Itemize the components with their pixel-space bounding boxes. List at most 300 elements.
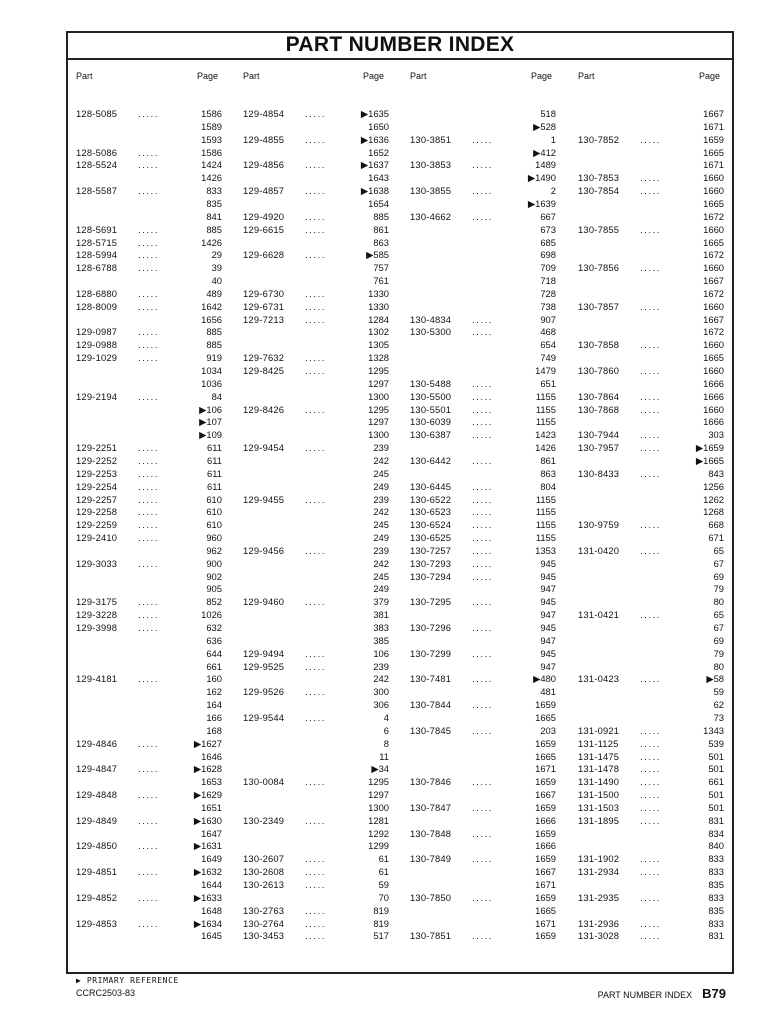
column-header-part-2: Part [243, 71, 260, 81]
index-row [243, 917, 389, 930]
leader-dots: ..... [305, 853, 327, 865]
page-reference: 62 [713, 699, 724, 711]
leader-dots: ..... [472, 930, 494, 942]
part-number: 129-4855 [243, 133, 285, 145]
index-row [578, 403, 724, 416]
index-row [76, 608, 222, 621]
index-row [578, 762, 724, 775]
page-reference: 1659 [535, 737, 556, 749]
page-reference: 381 [373, 609, 389, 621]
page-reference: ▶1628 [193, 763, 222, 775]
index-row [410, 403, 556, 416]
page-title: PART NUMBER INDEX [285, 33, 515, 56]
page-reference: 79 [713, 647, 724, 659]
index-row [243, 338, 389, 351]
page-reference: 667 [540, 210, 556, 222]
page-reference: 1589 [201, 120, 222, 132]
index-row [578, 839, 724, 852]
index-row [578, 171, 724, 184]
part-number: 130-2613 [243, 879, 285, 890]
index-row [243, 621, 389, 634]
index-row [578, 582, 724, 595]
index-row [578, 595, 724, 608]
part-number: 130-7860 [578, 365, 620, 376]
page-reference: 1659 [535, 776, 556, 788]
index-row [578, 325, 724, 338]
page-reference: 1660 [703, 339, 724, 351]
part-number: 129-0987 [76, 326, 118, 338]
index-row [243, 827, 389, 840]
page-reference: 1330 [368, 287, 389, 299]
part-number: 130-6445 [410, 480, 452, 492]
index-row [410, 788, 556, 801]
page-reference: 501 [708, 763, 724, 775]
index-row [578, 390, 724, 403]
index-row [243, 158, 389, 171]
page-reference: 1343 [703, 724, 724, 736]
leader-dots: ..... [138, 917, 160, 929]
index-row [243, 839, 389, 852]
page-reference: 1665 [703, 352, 724, 364]
index-row [243, 647, 389, 660]
page-reference: 1660 [703, 403, 724, 415]
leader-dots: ..... [305, 210, 327, 222]
part-number: 129-9526 [243, 686, 285, 698]
page-reference: 945 [540, 557, 556, 569]
leader-dots: ..... [472, 801, 494, 813]
page-reference: 1659 [535, 699, 556, 711]
leader-dots: ..... [138, 622, 160, 633]
index-row [76, 313, 222, 326]
index-row [76, 750, 222, 763]
part-number: 131-3028 [578, 930, 620, 942]
index-row [578, 634, 724, 647]
page-reference: 661 [206, 660, 222, 672]
page-reference: ▶1638 [360, 185, 389, 197]
page-reference: 1650 [368, 120, 389, 132]
part-number: 130-7295 [410, 596, 452, 608]
page-reference: 632 [206, 622, 222, 633]
leader-dots: ..... [138, 891, 160, 903]
page-reference: 385 [373, 634, 389, 646]
page-reference: 698 [540, 249, 556, 261]
page-reference: 242 [373, 454, 389, 466]
page-reference: 29 [211, 249, 222, 261]
index-row [578, 197, 724, 210]
page-reference: 1489 [535, 159, 556, 171]
index-row [410, 428, 556, 441]
page-reference: 1671 [703, 120, 724, 132]
part-number: 130-7844 [410, 699, 452, 711]
page-reference: 1300 [368, 390, 389, 402]
page-reference: 1660 [703, 262, 724, 274]
index-row [410, 878, 556, 891]
index-row [410, 634, 556, 647]
page-reference: 962 [206, 544, 222, 556]
part-number: 130-7853 [578, 172, 620, 184]
leader-dots: ..... [640, 442, 662, 454]
part-number: 130-2608 [243, 866, 285, 878]
part-number: 130-7858 [578, 339, 620, 351]
leader-dots: ..... [640, 789, 662, 801]
leader-dots: ..... [472, 647, 494, 659]
page-reference: ▶1631 [193, 840, 222, 852]
part-number: 130-4662 [410, 210, 452, 222]
index-row [76, 827, 222, 840]
page-reference: 162 [206, 686, 222, 698]
page-reference: 383 [373, 622, 389, 633]
index-row [410, 158, 556, 171]
page-reference: ▶34 [371, 763, 389, 775]
index-row [76, 904, 222, 917]
page-reference: 907 [540, 313, 556, 325]
index-row [410, 351, 556, 364]
index-row [243, 544, 389, 557]
index-row [243, 415, 389, 428]
part-number: 130-7299 [410, 647, 452, 659]
leader-dots: ..... [138, 840, 160, 852]
index-row [243, 865, 389, 878]
part-number: 128-5086 [76, 146, 118, 158]
part-number: 130-7856 [578, 262, 620, 274]
index-row [76, 891, 222, 904]
part-number: 129-9456 [243, 544, 285, 556]
page-reference: ▶1637 [360, 159, 389, 171]
page-reference: 73 [713, 711, 724, 723]
page-reference: 1295 [368, 365, 389, 376]
leader-dots: ..... [305, 814, 327, 826]
index-row [243, 274, 389, 287]
part-number: 129-4852 [76, 891, 118, 903]
leader-dots: ..... [472, 570, 494, 582]
part-number: 130-7864 [578, 390, 620, 402]
index-row [410, 415, 556, 428]
leader-dots: ..... [138, 866, 160, 878]
index-row [578, 685, 724, 698]
index-row [243, 685, 389, 698]
part-number: 130-7851 [410, 930, 452, 942]
leader-dots: ..... [138, 506, 160, 518]
leader-dots: ..... [138, 557, 160, 569]
index-row [76, 158, 222, 171]
page-reference: 831 [708, 814, 724, 826]
part-number: 128-5085 [76, 108, 118, 119]
page-reference: 1302 [368, 326, 389, 338]
index-row [243, 724, 389, 737]
index-row [410, 737, 556, 750]
leader-dots: ..... [305, 300, 327, 312]
page-reference: ▶109 [199, 429, 222, 441]
part-number: 130-7847 [410, 801, 452, 813]
page-reference: 1671 [535, 917, 556, 929]
part-number: 130-5500 [410, 390, 452, 402]
page-reference: 1659 [535, 930, 556, 942]
index-row [578, 467, 724, 480]
part-number: 130-6524 [410, 519, 452, 531]
index-row [243, 210, 389, 223]
index-row [410, 608, 556, 621]
page-reference: 835 [708, 879, 724, 890]
index-row [243, 878, 389, 891]
page-reference: 1656 [201, 313, 222, 325]
column-header-part-3: Part [410, 71, 427, 81]
page-reference: 1667 [703, 313, 724, 325]
page-reference: 1653 [201, 776, 222, 788]
leader-dots: ..... [305, 249, 327, 261]
page-reference: 1647 [201, 827, 222, 839]
page-reference: 1666 [703, 416, 724, 428]
leader-dots: ..... [138, 185, 160, 197]
page-reference: 852 [206, 596, 222, 608]
page-reference: 79 [713, 583, 724, 595]
leader-dots: ..... [138, 236, 160, 248]
index-row [76, 403, 222, 416]
index-row [243, 634, 389, 647]
index-row [578, 608, 724, 621]
index-row [76, 210, 222, 223]
index-row [578, 788, 724, 801]
part-number: 129-4848 [76, 789, 118, 801]
part-number: 129-2252 [76, 454, 118, 466]
leader-dots: ..... [305, 686, 327, 698]
leader-dots: ..... [138, 390, 160, 402]
index-row [410, 711, 556, 724]
page-reference: 59 [378, 879, 389, 890]
page-reference: 654 [540, 339, 556, 351]
page-reference: 65 [713, 544, 724, 556]
part-number: 129-4857 [243, 185, 285, 197]
part-number: 128-8009 [76, 300, 118, 312]
part-number: 129-2259 [76, 519, 118, 531]
page-reference: 834 [708, 827, 724, 839]
part-number: 129-8425 [243, 365, 285, 376]
part-number: 129-4920 [243, 210, 285, 222]
index-row [76, 711, 222, 724]
page-reference: 1671 [535, 763, 556, 775]
index-row [76, 287, 222, 300]
index-row [578, 338, 724, 351]
column-header-page-2: Page [363, 71, 385, 81]
part-number: 131-0423 [578, 673, 620, 685]
page-reference: 379 [373, 596, 389, 608]
part-number: 129-4181 [76, 673, 118, 685]
index-row [410, 647, 556, 660]
leader-dots: ..... [138, 519, 160, 531]
leader-dots: ..... [138, 454, 160, 466]
leader-dots: ..... [472, 493, 494, 505]
page-reference: 610 [206, 519, 222, 531]
page-reference: 685 [540, 236, 556, 248]
index-row [410, 544, 556, 557]
page-reference: 1299 [368, 840, 389, 852]
page-reference: 1667 [703, 275, 724, 287]
page-reference: 1479 [535, 365, 556, 376]
part-number: 131-1503 [578, 801, 620, 813]
leader-dots: ..... [640, 172, 662, 184]
column-header-page-1: Page [197, 71, 219, 81]
page-reference: 1026 [201, 609, 222, 621]
index-row [410, 441, 556, 454]
page-reference: 611 [207, 442, 222, 454]
index-row [76, 724, 222, 737]
part-number: 130-7855 [578, 223, 620, 235]
page-reference: 39 [211, 262, 222, 274]
index-row [578, 120, 724, 133]
page-reference: 1328 [368, 352, 389, 364]
index-row [410, 313, 556, 326]
page-reference: 863 [373, 236, 389, 248]
page-reference: 1671 [703, 159, 724, 171]
part-number: 131-1125 [578, 737, 619, 749]
part-number: 130-3453 [243, 930, 285, 942]
part-number: 129-9494 [243, 647, 285, 659]
index-row [76, 223, 222, 236]
index-row [578, 261, 724, 274]
index-row [578, 865, 724, 878]
index-row [578, 351, 724, 364]
page-reference: 671 [708, 532, 724, 544]
page-reference: 611 [207, 467, 222, 479]
index-row [76, 454, 222, 467]
index-row [76, 634, 222, 647]
leader-dots: ..... [305, 159, 327, 171]
index-row [410, 467, 556, 480]
index-row [410, 107, 556, 120]
page-reference: 945 [540, 596, 556, 608]
index-row [410, 775, 556, 788]
index-row [578, 698, 724, 711]
page-reference: ▶1636 [360, 133, 389, 145]
page-reference: 11 [379, 750, 389, 762]
page-reference: 1672 [703, 287, 724, 299]
page-reference: 1666 [703, 390, 724, 402]
index-row [410, 248, 556, 261]
page-reference: 1645 [201, 930, 222, 942]
page-reference: 1297 [368, 789, 389, 801]
index-row [410, 120, 556, 133]
index-row [76, 415, 222, 428]
leader-dots: ..... [640, 763, 662, 775]
page-reference: 636 [206, 634, 222, 646]
index-row [76, 120, 222, 133]
leader-dots: ..... [305, 223, 327, 235]
part-number: 128-5691 [76, 223, 118, 235]
part-number: 129-2254 [76, 480, 118, 492]
part-number: 129-4847 [76, 763, 118, 775]
leader-dots: ..... [640, 737, 662, 749]
leader-dots: ..... [640, 133, 662, 145]
index-row [410, 557, 556, 570]
part-number: 130-2607 [243, 853, 285, 865]
page-reference: 833 [206, 185, 222, 197]
leader-dots: ..... [640, 429, 662, 441]
page-reference: 239 [373, 660, 389, 672]
index-row [410, 814, 556, 827]
page-reference: 166 [206, 711, 222, 723]
part-number: 129-2410 [76, 532, 118, 544]
leader-dots: ..... [305, 403, 327, 415]
page-reference: 168 [206, 724, 222, 736]
index-row [76, 865, 222, 878]
leader-dots: ..... [472, 532, 494, 544]
leader-dots: ..... [138, 249, 160, 261]
leader-dots: ..... [472, 313, 494, 325]
page-reference: 1667 [535, 866, 556, 878]
part-number: 130-7296 [410, 622, 452, 633]
index-row [578, 133, 724, 146]
part-number: 128-6788 [76, 262, 118, 274]
index-row [578, 248, 724, 261]
part-number: 129-9544 [243, 711, 285, 723]
index-row [76, 672, 222, 685]
leader-dots: ..... [138, 223, 160, 235]
part-number: 130-5300 [410, 326, 452, 338]
page-reference: 885 [206, 339, 222, 351]
page-reference: 1155 [535, 532, 556, 544]
index-row [578, 480, 724, 493]
index-row [410, 274, 556, 287]
page-reference: ▶1632 [193, 866, 222, 878]
index-row [578, 454, 724, 467]
page-reference: 905 [206, 583, 222, 595]
part-number: 128-5715 [76, 236, 118, 248]
index-row [76, 428, 222, 441]
leader-dots: ..... [472, 429, 494, 441]
page-reference: ▶528 [533, 120, 556, 132]
index-row [410, 724, 556, 737]
page-reference: 1671 [535, 879, 556, 890]
page-reference: 501 [708, 801, 724, 813]
part-number: 129-7213 [243, 313, 285, 325]
index-row [243, 557, 389, 570]
page-reference: 245 [373, 467, 389, 479]
index-row [410, 582, 556, 595]
part-number: 128-5587 [76, 185, 118, 197]
page-reference: 306 [373, 699, 389, 711]
index-row [410, 171, 556, 184]
index-row [76, 788, 222, 801]
page-reference: 861 [373, 223, 389, 235]
part-number: 129-4854 [243, 108, 285, 119]
leader-dots: ..... [305, 776, 327, 788]
page-reference: 164 [206, 699, 222, 711]
index-row [243, 300, 389, 313]
part-number: 130-2349 [243, 814, 285, 826]
index-row [243, 711, 389, 724]
page-reference: ▶1659 [695, 442, 724, 454]
part-number: 130-5501 [410, 403, 452, 415]
index-row [243, 480, 389, 493]
page-reference: 861 [540, 454, 556, 466]
index-row [243, 801, 389, 814]
leader-dots: ..... [138, 673, 160, 685]
page-reference: ▶1665 [695, 454, 724, 466]
page-reference: 841 [206, 210, 222, 222]
index-row [76, 493, 222, 506]
page-reference: 947 [540, 609, 556, 621]
index-row [243, 428, 389, 441]
page-reference: 757 [373, 262, 389, 274]
page-reference: 1665 [703, 197, 724, 209]
leader-dots: ..... [138, 532, 160, 544]
part-number: 129-9525 [243, 660, 285, 672]
part-number: 129-2258 [76, 506, 118, 518]
index-row [76, 133, 222, 146]
index-row [578, 891, 724, 904]
part-number: 129-3033 [76, 557, 118, 569]
index-row [578, 775, 724, 788]
index-row [243, 390, 389, 403]
